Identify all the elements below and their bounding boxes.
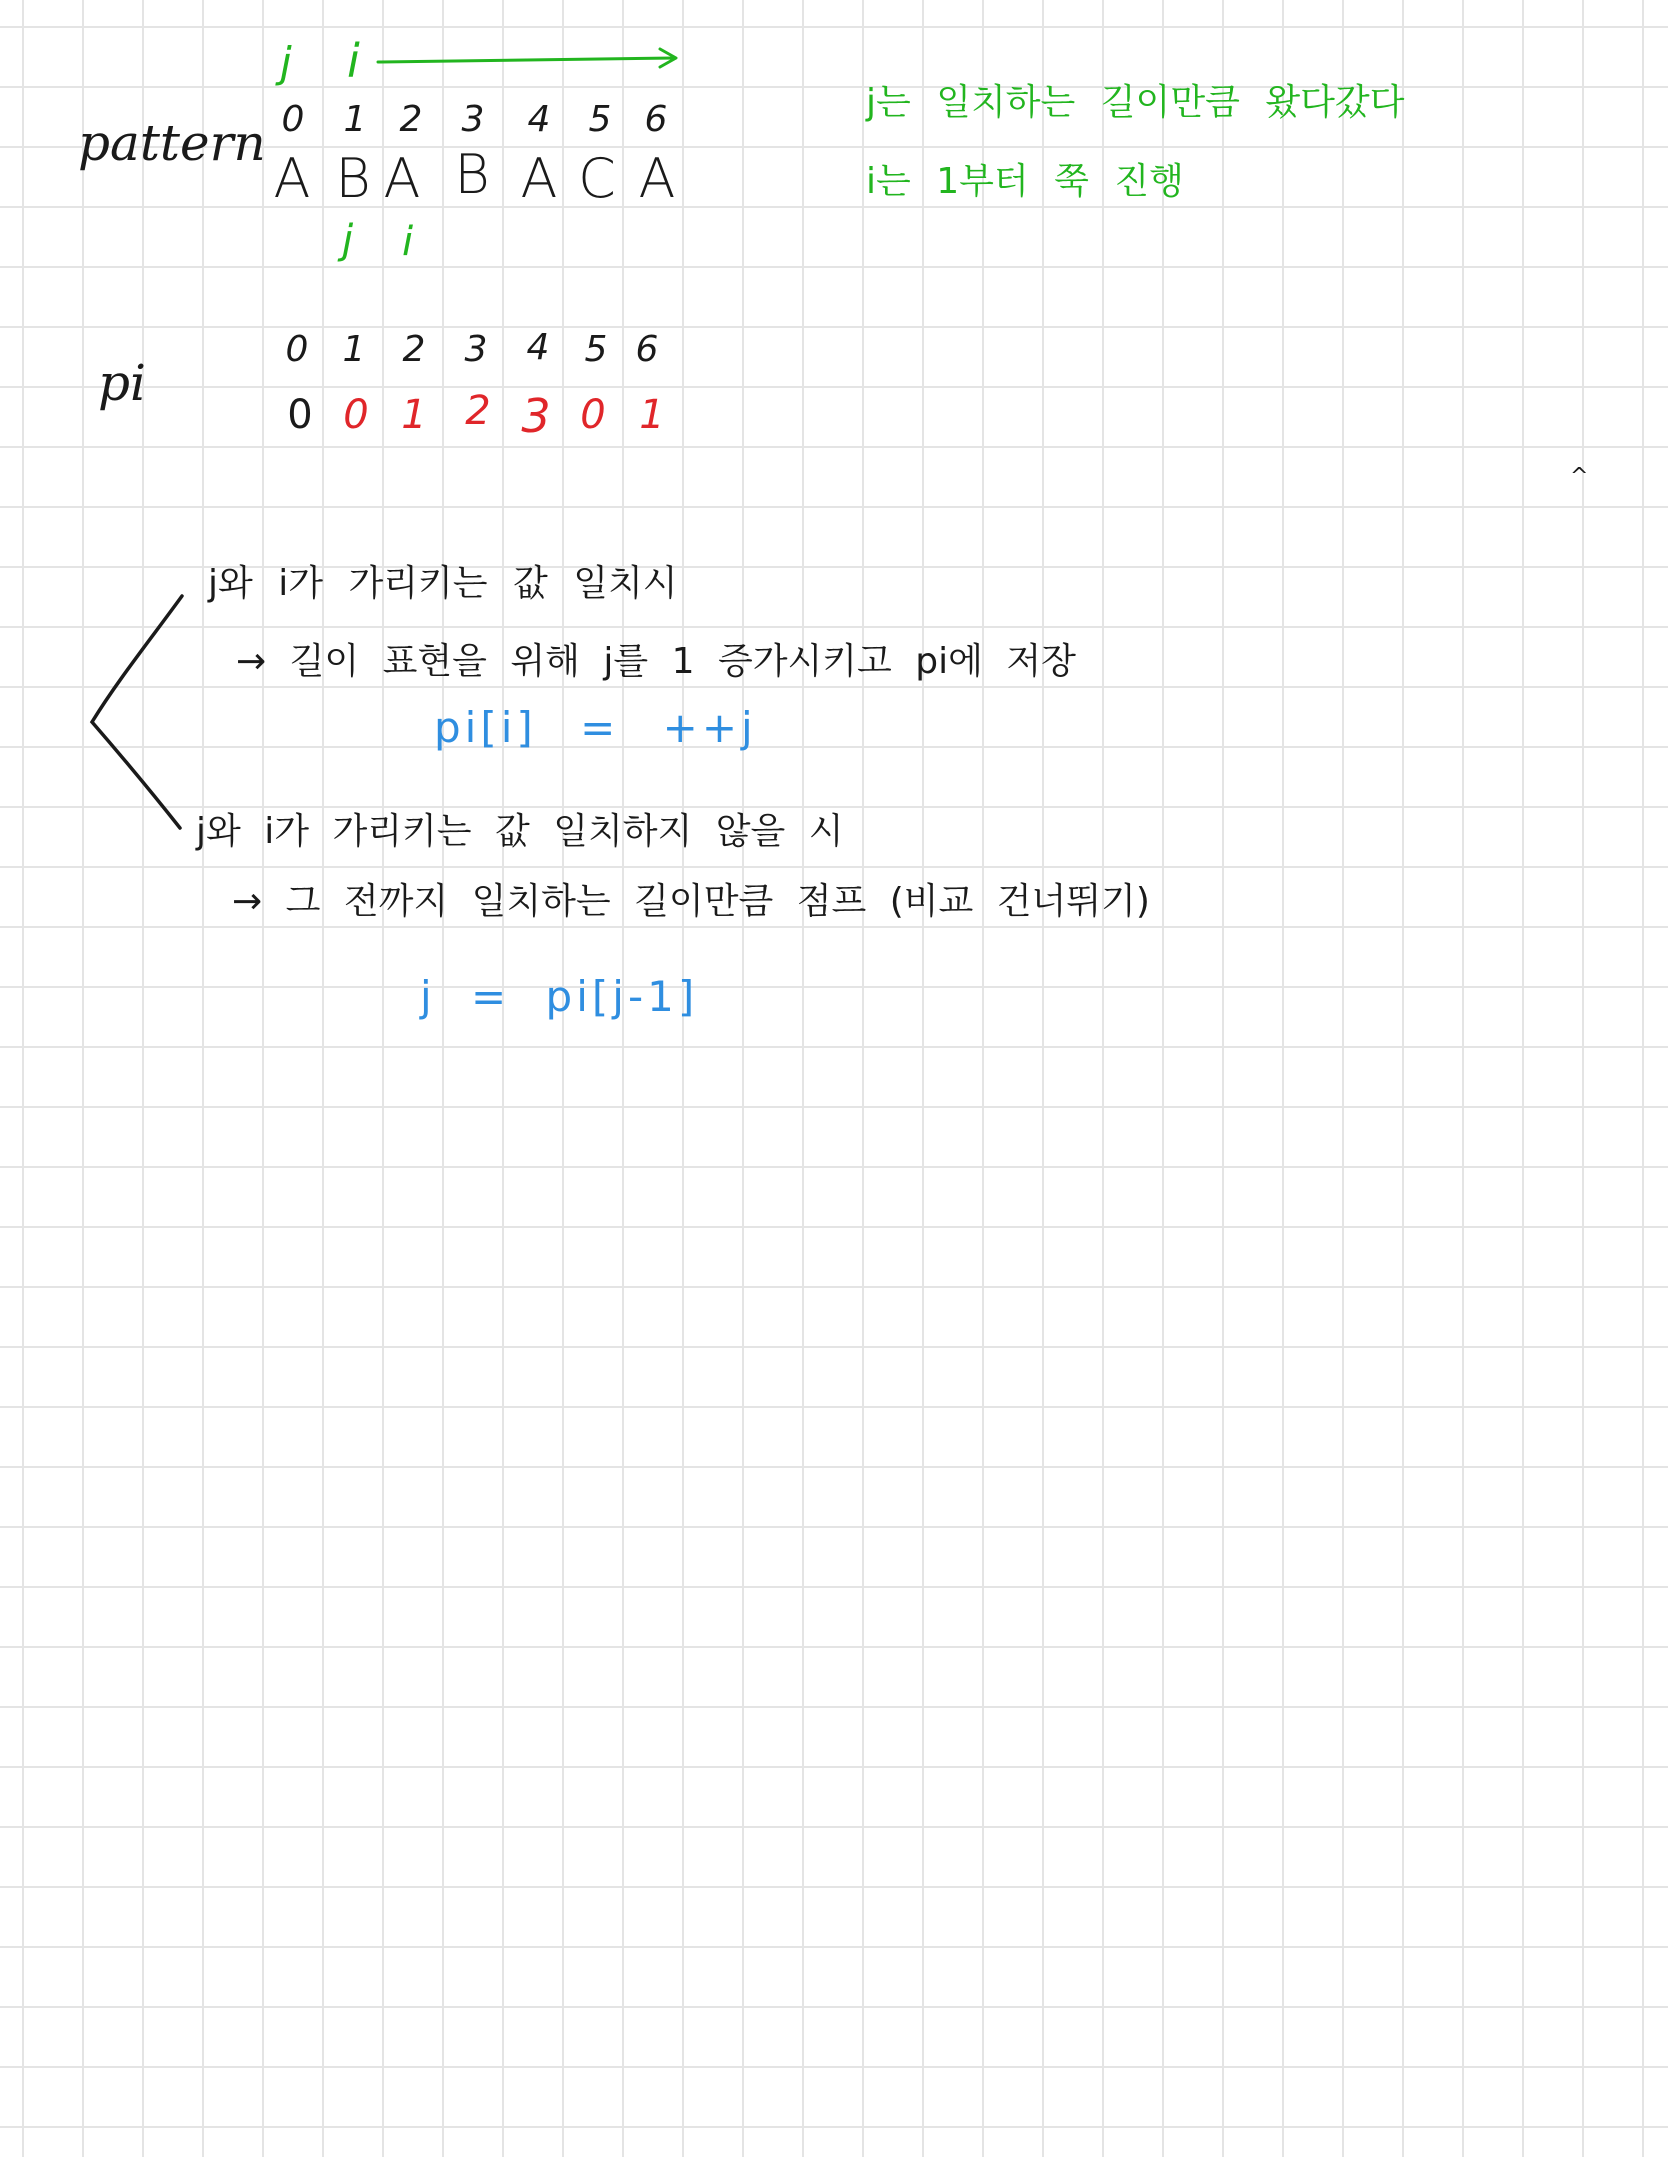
pattern-index: 4 [527,99,551,140]
pi-index: 5 [584,329,608,370]
stray-caret: ^ [1570,464,1589,489]
pattern-letter: C [578,147,616,210]
pattern-index: 1 [343,99,367,140]
pattern-index: 6 [644,99,668,140]
pattern-label: pattern [78,114,266,172]
pi-value: 3 [521,389,551,443]
pointer-i-bottom: i [402,219,414,265]
pointer-i-top: i [347,34,360,88]
pi-value: 1 [639,392,665,438]
pi-label: pi [98,354,146,412]
pattern-letter: A [520,147,558,210]
pi-index: 1 [342,329,366,370]
mismatch-formula: j = pi[j-1] [420,972,699,1021]
pattern-letter: B [454,143,490,206]
pattern-index: 5 [588,99,612,140]
case-brace [92,596,182,828]
note-j-moves: j는 일치하는 길이만큼 왔다갔다 [866,82,1405,123]
pi-value: 0 [343,392,369,438]
pointer-j-top: j [280,38,292,87]
pattern-index: 2 [399,99,423,140]
match-formula: pi[i] = ++j [434,703,757,752]
pi-index: 0 [285,329,309,370]
pi-value: 0 [580,392,606,438]
pi-index: 3 [464,329,488,370]
mismatch-condition: j와 i가 가리키는 값 일치하지 않을 시 [196,811,844,852]
pointer-arrow-shaft [378,58,674,62]
pi-index: 4 [526,327,550,368]
pi-value: 0 [287,392,313,438]
pattern-letter: A [273,147,311,210]
match-action: → 길이 표현을 위해 j를 1 증가시키고 pi에 저장 [236,641,1076,682]
pi-index: 2 [402,329,426,370]
pattern-index: 3 [461,99,485,140]
mismatch-action: → 그 전까지 일치하는 길이만큼 점프 (비교 건너뛰기) [232,881,1150,922]
pattern-index: 0 [281,99,305,140]
pattern-letter: B [335,147,371,210]
pointer-j-bottom: j [342,217,354,263]
note-i-progress: i는 1부터 쭉 진행 [866,161,1184,202]
pi-value: 1 [401,392,427,438]
pattern-letter: A [638,147,676,210]
pi-index: 6 [635,329,659,370]
pi-value: 2 [465,388,491,434]
match-condition: j와 i가 가리키는 값 일치시 [208,563,678,604]
pattern-letter: A [383,147,421,210]
